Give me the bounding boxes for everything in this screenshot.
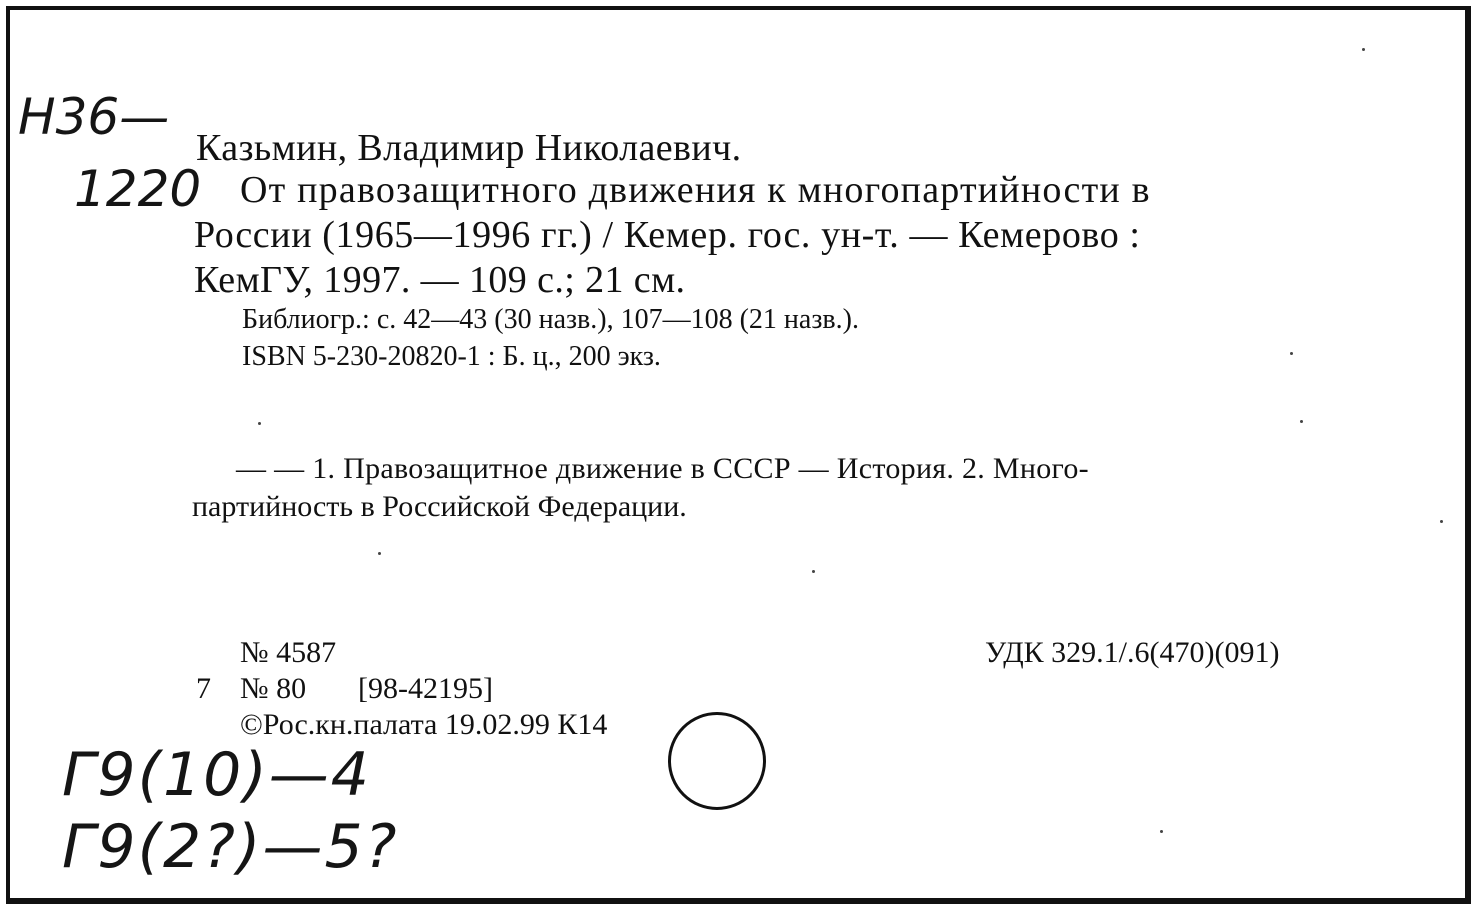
title-line-3: КемГУ, 1997. — 109 с.; 21 см. bbox=[194, 259, 686, 301]
isbn-line: ISBN 5-230-20820-1 : Б. ц., 200 экз. bbox=[242, 341, 661, 372]
scan-speck bbox=[258, 422, 261, 425]
handwritten-call-number-2: 1220 bbox=[74, 160, 202, 218]
udk-classification: УДК 329.1/.6(470)(091) bbox=[985, 636, 1280, 669]
scan-speck bbox=[378, 552, 381, 555]
bibliography-note: Библиогр.: с. 42—43 (30 назв.), 107—108 (21 назв.). bbox=[242, 304, 859, 335]
hand-drawn-circle bbox=[668, 712, 766, 810]
handwritten-call-number-1: Н36— bbox=[18, 88, 170, 146]
scan-speck bbox=[1362, 48, 1365, 51]
subject-headings-line-1: — — 1. Правозащитное движение в СССР — История. 2. Много- bbox=[236, 452, 1089, 485]
scan-speck bbox=[1300, 420, 1303, 423]
scan-speck bbox=[812, 570, 815, 573]
scan-speck bbox=[1160, 830, 1163, 833]
author-heading: Казьмин, Владимир Николаевич. bbox=[196, 127, 742, 169]
scan-speck bbox=[1290, 352, 1293, 355]
handwritten-note-2: Г9(2?)—5? bbox=[62, 812, 399, 882]
card-number-2: № 80 bbox=[240, 672, 307, 705]
title-line-1: От правозащитного движения к многопартийности в bbox=[240, 169, 1151, 211]
scan-speck bbox=[1440, 520, 1443, 523]
card-number: № 4587 bbox=[240, 636, 337, 669]
handwritten-note-1: Г9(10)—4 bbox=[62, 740, 371, 810]
title-line-2: России (1965—1996 гг.) / Кемер. гос. ун-т. — Кемерово : bbox=[194, 214, 1141, 256]
subject-headings-line-2: партийность в Российской Федерации. bbox=[192, 490, 687, 523]
series-prefix: 7 bbox=[196, 672, 211, 705]
book-chamber-stamp: ©Рос.кн.палата 19.02.99 К14 bbox=[240, 708, 608, 741]
register-number: [98-42195] bbox=[358, 672, 493, 705]
